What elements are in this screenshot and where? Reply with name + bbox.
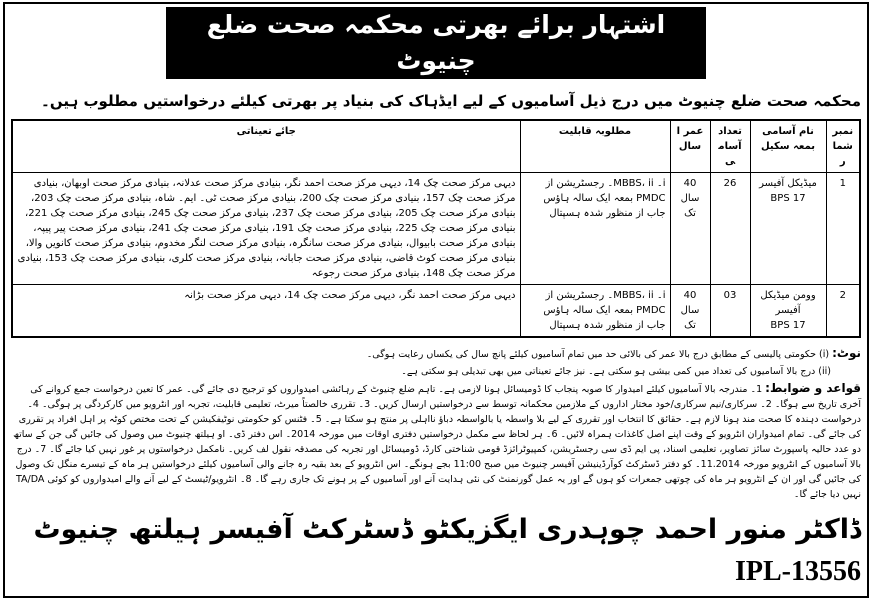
qualification-cell: i۔ MBBS، ii۔ رجسٹریشن از PMDC بمعہ ایک سالہ ہاؤس جاب از منظور شدہ ہسپتال	[520, 173, 670, 285]
intro-text: محکمہ صحت ضلع چنیوٹ میں درج ذیل آسامیوں کے لیے ایڈہاک کی بنیاد پر بھرتی کیلئے درخواستیں مطلوب ہیں۔	[41, 92, 861, 110]
note-1	[11, 346, 861, 362]
notes-section	[11, 346, 861, 502]
serial-cell: 2	[826, 285, 860, 338]
table-row	[12, 173, 860, 285]
ad-title: اشتہار برائے بھرتی محکمہ صحت ضلع چنیوٹ	[166, 7, 706, 79]
table-header-row	[12, 120, 860, 173]
ad-reference: IPL-13556	[735, 556, 861, 587]
count-cell: 03	[710, 285, 750, 338]
count-cell: 26	[710, 173, 750, 285]
header-posting: جائے تعیناتی	[12, 120, 520, 173]
rules-label: قواعد و ضوابط:	[765, 381, 861, 395]
age-cell: 40 سال تک	[670, 285, 710, 338]
post-cell	[750, 173, 826, 285]
posting-cell: دیہی مرکز صحت احمد نگر، دیہی مرکز صحت چک 14، دیہی مرکز صحت بڑانہ	[12, 285, 520, 338]
ad-frame	[3, 2, 869, 598]
age-cell: 40 سال تک	[670, 173, 710, 285]
header-serial: نمبر شمار	[826, 120, 860, 173]
qualification-cell: i۔ MBBS، ii۔ رجسٹریشن از PMDC بمعہ ایک سالہ ہاؤس جاب از منظور شدہ ہسپتال	[520, 285, 670, 338]
posting-cell: دیہی مرکز صحت چک 14، دیہی مرکز صحت احمد نگر، بنیادی مرکز صحت عدلانہ، بنیادی مرکز صحت اوبھان، بنیادی مرکز صحت چک 157، بنیادی مرکز صحت چک 200، بنیادی مرکز صحت ٹی۔ ایم۔ شاہ، بنیادی مرکز صحت چک 203، بنیادی مرکز صحت چک 205، بنیادی مرکز صحت چک 237، بنیادی مرکز صحت چک 245، بنیادی مرکز صحت چک 221، بنیادی مرکز صحت چک 225، بنیادی مرکز صحت چک 191، بنیادی مرکز صحت چک 241، بنیادی مرکز صحت پیر پیپہ، بنیادی مرکز صحت بابیوال، بنیادی مرکز صحت سانگرہ، بنیادی مرکز صحت لنگر مخدوم، بنیادی مرکز صحت کانویں والا، بنیادی مرکز صحت کوٹ قاضی، بنیادی مرکز صحت جابانہ، بنیادی مرکز صحت کلری، بنیادی مرکز صحت چک 153، بنیادی مرکز صحت چک 148، بنیادی مرکز صحت رجوعہ	[12, 173, 520, 285]
serial-cell: 1	[826, 173, 860, 285]
footer	[11, 512, 861, 590]
table-row	[12, 285, 860, 338]
signatory: ڈاکٹر منور احمد چوہدری ایگزیکٹو ڈسٹرکٹ آفیسر ہیلتھ چنیوٹ	[33, 514, 861, 545]
rules	[11, 381, 861, 502]
header-count: تعداد آسامی	[710, 120, 750, 173]
header-age: عمر ا سال	[670, 120, 710, 173]
post-scale: BPS 17	[770, 320, 806, 331]
post-name: وومن میڈیکل آفیسر	[760, 290, 816, 316]
vacancy-table	[11, 119, 861, 338]
rules-text: 1۔ مندرجہ بالا آسامیوں کیلئے امیدوار کا صوبہ پنجاب کا ڈومیسائل ہونا لازمی ہے۔ تاہم ضلع چنیوٹ کے رہائشی امیدواروں کو ترجیح دی جائے گی۔ عمر کا تعین درخواست جمع کروانے کی آخری تاریخ سے ہوگا۔ 2۔ سرکاری/نیم سرکاری/خود مختار اداروں کے ملازمین محکمانہ توسط سے درخواستیں ارسال کریں۔ 3۔ تقرری خالصتاً میرٹ، تعلیمی قابلیت، تجربہ اور انٹرویو میں کارکردگی پر ہوگی۔ 4۔ درخواست دہندہ کا صحت مند ہونا لازم ہے۔ حقائق کا انتخاب اور تقرری کے لیے بلا واسطہ یا بالواسطہ دباؤ نااہلی پر منتج ہو سکتا ہے۔ 5۔ فٹنس کو حکومتی نوٹیفکیشن کے تحت مختص کوٹہ پر اہل افراد پر تقرری کی جائے گی۔ تمام امیدواران انٹرویو کے وقت اپنے اصل کاغذات ہمراہ لائیں۔ 6۔ ہر لحاظ سے مکمل درخواستیں دفتری اوقات میں مورخہ 2014۔ اس دفتر ڈی۔ او ہیلتھ چنیوٹ میں وصول کی جائیں گی جن کے ساتھ دو عدد حالیہ پاسپورٹ سائز تصاویر، تعلیمی اسناد، پی ایم ڈی سی رجسٹریشن، کمپیوٹرائزڈ قومی شناختی کارڈ، ڈومیسائل اور تجربہ کی مصدقہ نقول لف کریں۔ نامکمل درخواستوں پر غور نہیں کیا جائے گا۔ 7۔ درج بالا آسامیوں کے انٹرویو مورخہ 11.2014۔ کو دفتر ڈسٹرکٹ کوآرڈینیشن آفیسر چنیوٹ میں صبح 11:00 بجے ہونگے۔ اس انٹرویو کے بعد بقیہ رہ جانے والی آسامیوں کیلئے درخواستیں ہر ماہ کے تیسرے منگل تک وصول کی جائیں گی اور ان کے انٹرویو ہر ماہ کی چوتھی جمعرات کو ہوں گے اور یہ عمل گورنمنٹ کی نئی ہدایت آنے اور آسامیوں کے پر ہونے تک جاری رہے گا۔ 8۔ انٹرویو/ٹیسٹ کے لیے آنے والے امیدواروں کو کوئی TA/DA نہیں دیا جائے گا۔	[13, 384, 861, 500]
post-scale: BPS 17	[770, 193, 806, 204]
notes-label: نوٹ:	[832, 346, 861, 360]
post-cell	[750, 285, 826, 338]
header-post: نام آسامی بمعہ سکیل	[750, 120, 826, 173]
note-2: (ii) درج بالا آسامیوں کی تعداد میں کمی بیشی ہو سکتی ہے۔ نیز جائے تعیناتی میں بھی تبدیلی ہو سکتی ہے۔	[401, 366, 831, 377]
note-text: (i) حکومتی پالیسی کے مطابق درج بالا عمر کی بالائی حد میں تمام آسامیوں کیلئے پانچ سال کی یکساں رعایت ہوگی۔	[366, 349, 830, 360]
post-name: میڈیکل آفیسر	[759, 178, 817, 189]
header-qualification: مطلوبہ قابلیت	[520, 120, 670, 173]
